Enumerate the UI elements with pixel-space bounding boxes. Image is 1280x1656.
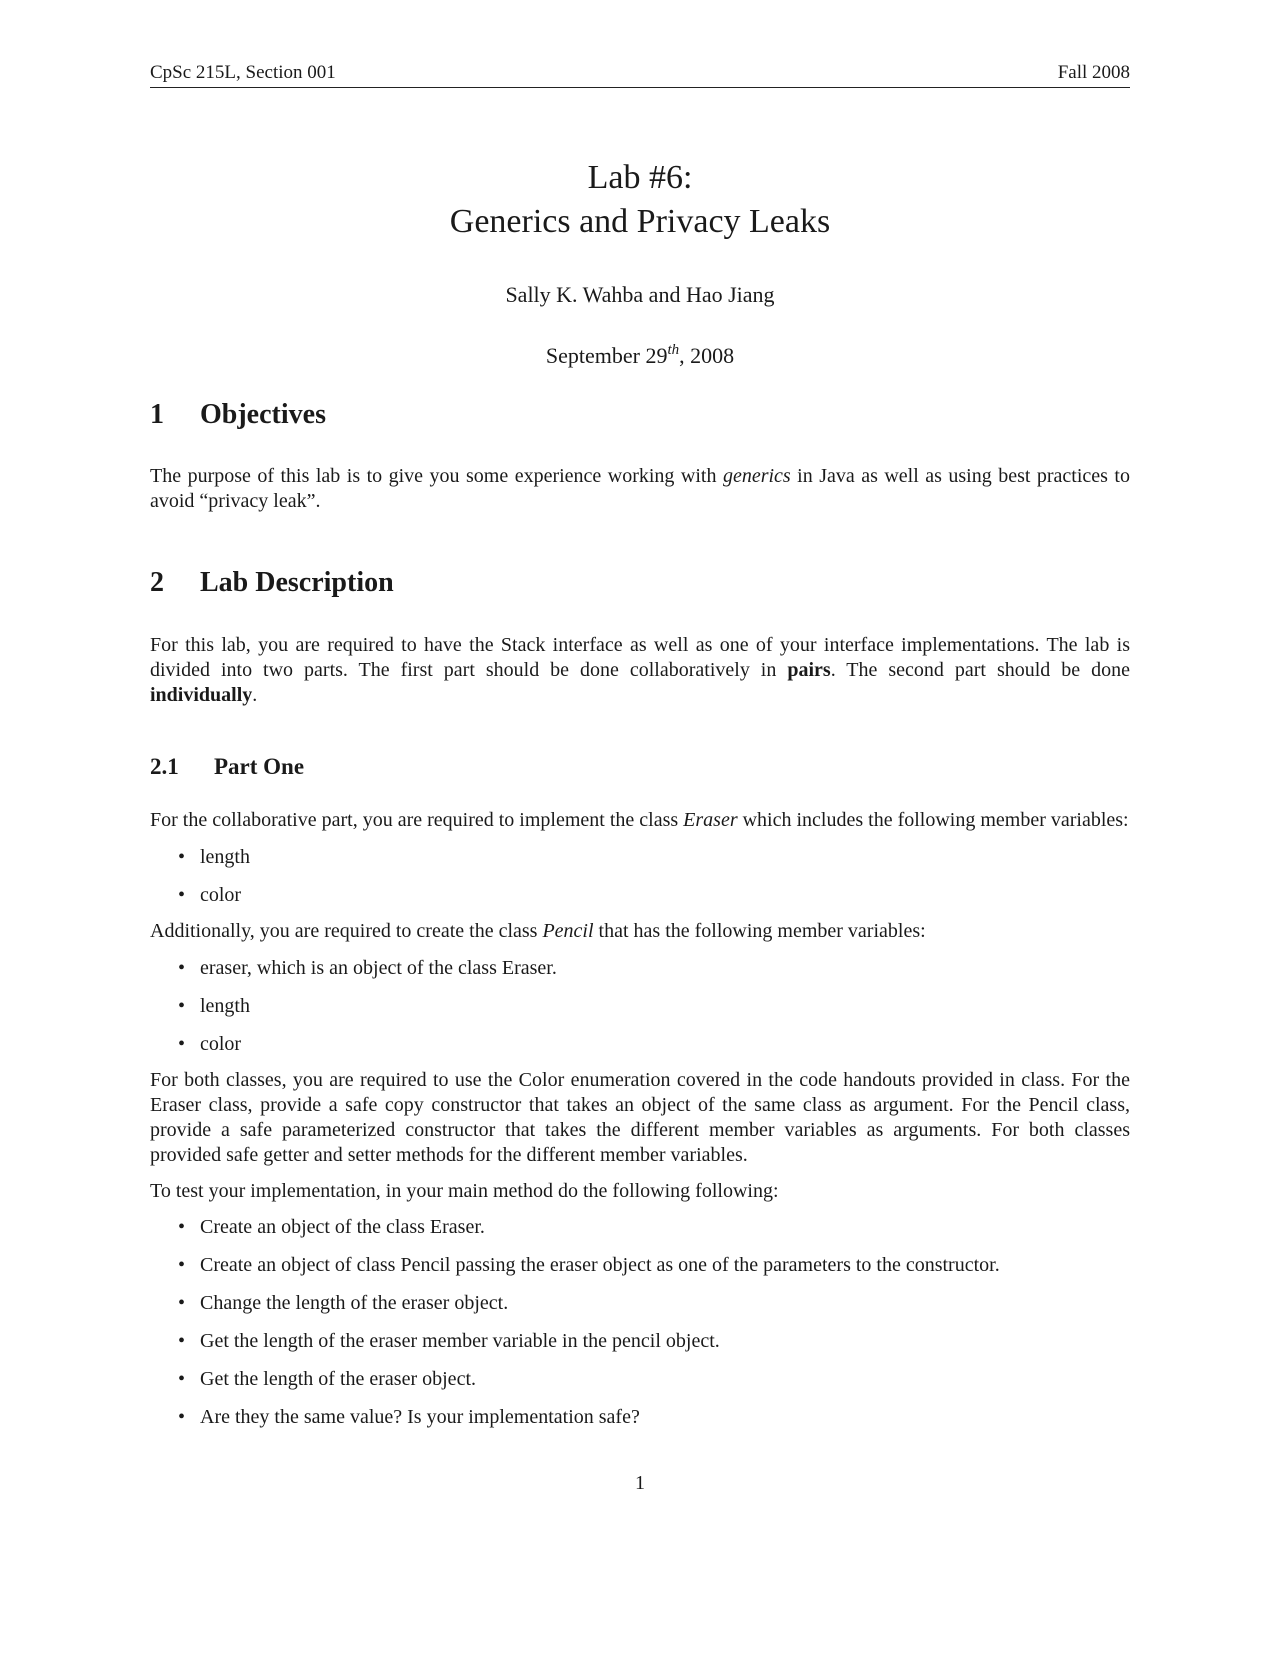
list-item: • Create an object of the class Eraser. (178, 1215, 1130, 1240)
list-item: • color (178, 1032, 1130, 1057)
date-superscript: th (667, 342, 680, 358)
list-item: • Get the length of the eraser member variable in the pencil object. (178, 1329, 1130, 1354)
list-item: • Get the length of the eraser object. (178, 1367, 1130, 1392)
running-header (150, 60, 1130, 88)
list-item: • eraser, which is an object of the class Eraser. (178, 956, 1130, 981)
section-heading-lab-description (150, 566, 1130, 600)
part-one-paragraph-4: To test your implementation, in your main method do the following following: (150, 1180, 779, 1202)
objectives-paragraph: The purpose of this lab is to give you some experience working with generics in Java as well as using best practices to avoid “privacy leak”. (150, 465, 1130, 512)
date-prefix: September 29 (545, 343, 668, 368)
subsection-heading-part-one (150, 752, 1130, 782)
list-item: • length (178, 845, 1130, 870)
authors: Sally K. Wahba and Hao Jiang (505, 282, 775, 307)
eraser-variables-list (150, 845, 1130, 908)
list-item: • Create an object of class Pencil passing the eraser object as one of the parameters to the constructor. (178, 1253, 1130, 1278)
date-suffix: , 2008 (679, 343, 735, 368)
document-page (150, 60, 1130, 1494)
part-one-paragraph-2: Additionally, you are required to create the class Pencil that has the following member variables: (150, 920, 926, 942)
title-block (150, 156, 1130, 368)
list-item: • color (178, 883, 1130, 908)
emphasis-pencil: Pencil (542, 920, 594, 942)
test-steps-list (150, 1215, 1130, 1430)
bold-individually: individually (150, 684, 253, 706)
list-item: • Change the length of the eraser object. (178, 1291, 1130, 1316)
title-line-2: Generics and Privacy Leaks (449, 203, 831, 240)
pencil-variables-list (150, 956, 1130, 1057)
emphasis-eraser: Eraser (683, 809, 738, 831)
subsection-title: Part One (214, 754, 305, 779)
section-heading-objectives (150, 398, 1130, 432)
header-term: Fall 2008 (1057, 62, 1130, 83)
lab-description-paragraph: For this lab, you are required to have the Stack interface as well as one of your interface implementations. The lab is divided into two parts. The first part should be done collaboratively in pairs. The second part should be done individually. (150, 634, 1130, 706)
subsection-number: 2.1 (150, 754, 179, 779)
emphasis-generics: generics (722, 465, 791, 487)
page-number: 1 (635, 1472, 645, 1494)
section-number: 1 (150, 399, 164, 430)
part-one-paragraph-1: For the collaborative part, you are required to implement the class Eraser which includes the following member variables: (150, 809, 1129, 831)
title-line-1: Lab #6: (587, 159, 693, 196)
list-item: • Are they the same value? Is your implementation safe? (178, 1405, 1130, 1430)
header-course: CpSc 215L, Section 001 (150, 62, 336, 83)
section-number: 2 (150, 567, 164, 598)
date (150, 343, 1130, 368)
part-one-paragraph-3: For both classes, you are required to use the Color enumeration covered in the code handouts provided in class. For the Eraser class, provide a safe copy constructor that takes an object of the same class as argument. For the Pencil class, provide a safe parameterized constructor that takes the different member variables as arguments. For both classes provided safe getter and setter methods for the different member variables. (150, 1069, 1130, 1166)
section-title: Objectives (200, 399, 326, 430)
section-title: Lab Description (200, 567, 394, 598)
bold-pairs: pairs (787, 659, 831, 681)
list-item: • length (178, 994, 1130, 1019)
